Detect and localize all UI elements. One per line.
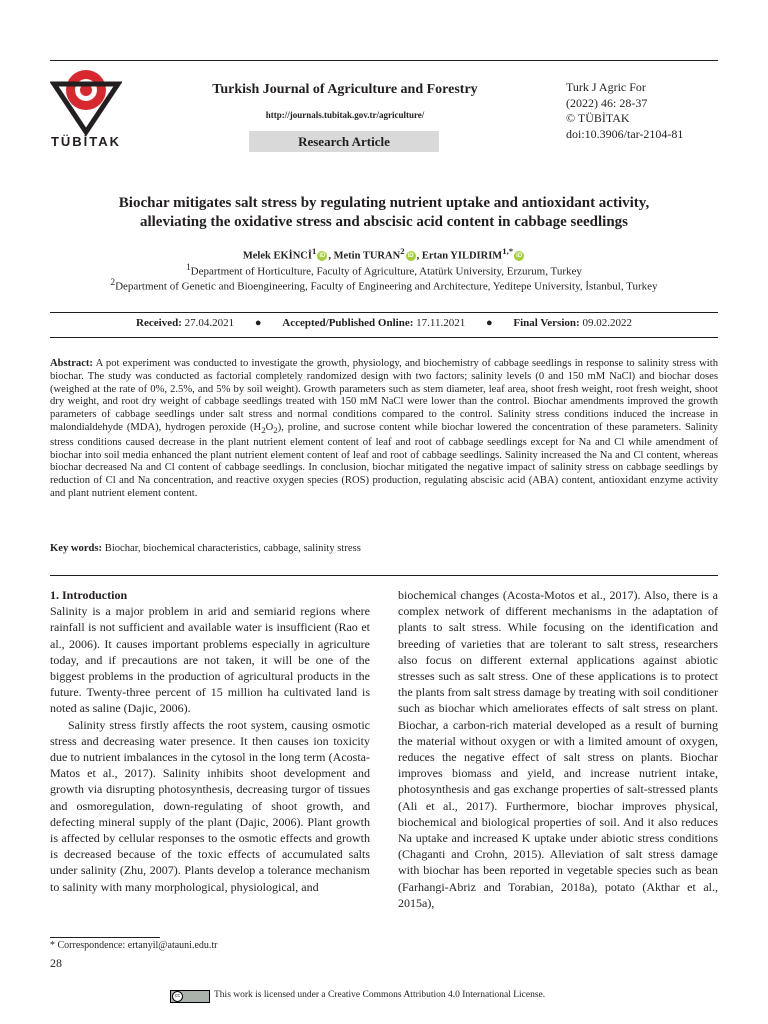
abstract-text: A pot experiment was conducted to investigate the growth, physiology, and biochemistry of cabbage seedlings in response to salinity stress with biochar. The study was conducted as factorial completely randomized design with two factors; salinity levels (0 and 150 mM NaCl) and biochar doses (weighed at the rate of 0%, 2.5%, and 5% by soil weight). Growth parameters such as stem diameter, leaf area, shoot fresh weight, root fresh weight, shoot dry weight, and root dry weight of cabbage seedlings treated with 150 mM NaCl were lower than the control. Biochar amendments improved the growth parameters of cabbage seedlings under salt stress and normal conditions compared to the control. Salinity stress conditions induced the increase in malondialdehyde (MDA), hydrogen peroxide (H	[50, 358, 718, 433]
author-name: Melek EKİNCİ	[242, 250, 312, 262]
bullet-separator: ●	[254, 317, 262, 329]
journal-title: Turkish Journal of Agriculture and Forestry	[212, 82, 478, 97]
section-heading: 1. Introduction	[50, 588, 128, 602]
accepted-date: 17.11.2021	[416, 317, 466, 329]
author-affil-sup: 2	[400, 246, 405, 256]
header-rule	[50, 60, 718, 61]
orcid-icon[interactable]: iD	[516, 253, 523, 260]
paper-title	[56, 194, 712, 232]
paper-title-line: Biochar mitigates salt stress by regulating nutrient uptake and antioxidant activity,	[118, 195, 650, 211]
article-type-badge: Research Article	[249, 131, 439, 152]
body-paragraph: Salinity is a major problem in arid and semiarid regions where rainfall is not sufficient and available water is insufficient (Rao et al., 2006). It causes important problems especially in agriculture today, and if precautions are not taken, it will be one of the biggest problems in the production of agricultural products in the future. Twenty-three percent of 15 million ha cultivated land is noted as saline (Dajic, 2006).	[50, 604, 370, 716]
keywords	[50, 543, 718, 554]
meta-doi[interactable]: doi:10.3906/tar-2104-81	[566, 126, 684, 141]
author-name: Ertan YILDIRIM	[421, 250, 503, 262]
keywords-text: Biochar, biochemical characteristics, cabbage, salinity stress	[104, 543, 361, 554]
subscript: 2	[261, 425, 266, 436]
affiliation-sup: 1	[186, 262, 191, 272]
author-affil-sup: 1,*	[502, 246, 514, 256]
subscript: 2	[273, 425, 278, 436]
cc-license-icon[interactable]	[170, 990, 210, 1003]
abstract	[50, 358, 718, 501]
affiliation-text: Department of Genetic and Bioengineering, Faculty of Engineering and Architecture, Yeditepe University, İstanbul, Turkey	[115, 280, 658, 293]
body-column-right	[398, 587, 718, 911]
author-affil-sup: 1	[311, 246, 317, 256]
final-version-label: Final Version:	[513, 317, 580, 329]
received-label: Received:	[136, 317, 182, 329]
orcid-icon[interactable]: iD	[407, 253, 414, 260]
dates-bar	[50, 312, 718, 338]
abstract-text: ), proline, and sucrose content while biochar lowered the concentration of these parameters. Salinity stress conditions caused decrease in the plant nutrient element content of leaf and root of cabbage seedlings except for Na and Cl while amendment of biochar into soil media enhanced the plant nutrient element content of leaf and root of cabbage seedlings. Salinity increased the Na and Cl content, whereas biochar decreased Na and Cl content of cabbage seedlings. In conclusion, biochar mitigated the negative impact of salinity stress on cabbage seedlings by reduction of Cl and Na concentration, and reactive oxygen species (ROS) production, regulating abscisic acid (ABA) content, antioxidant enzyme activity and plant nutrient element content.	[50, 421, 718, 500]
body-column-left	[50, 587, 370, 895]
author-list: Melek EKİNCİ$^1$iD , Metin TURAN$^2$iD , Ertan $YILDIRIM^{1,*}iD$	[242, 246, 523, 262]
section-rule	[50, 575, 718, 576]
affiliation	[40, 277, 728, 293]
affiliation	[40, 262, 728, 278]
meta-volume: (2022) 46: 28-37	[566, 95, 648, 110]
received-date: 27.04.2021	[184, 317, 235, 329]
correspondence-footnote: * Correspondence: ertanyil@atauni.edu.tr	[50, 940, 218, 951]
meta-journal-abbrev: Turk J Agric For	[566, 80, 646, 94]
affiliation-sup: 2	[110, 277, 116, 287]
abstract-text: O	[265, 421, 274, 433]
page-number: 28	[50, 956, 62, 970]
license-line	[170, 990, 630, 1002]
logo-text: TÜBİTAK	[50, 134, 122, 149]
license-text: This work is licensed under a Creative Commons Attribution 4.0 International License.	[214, 990, 546, 1000]
abstract-label: Abstract:	[50, 358, 93, 369]
dates-line	[50, 317, 718, 329]
final-version-date: 09.02.2022	[582, 317, 632, 329]
paper-title-line: alleviating the oxidative stress and abscisic acid content in cabbage seedlings	[139, 214, 629, 230]
body-paragraph: biochemical changes (Acosta-Motos et al., 2017). Also, there is a complex network of different mechanisms in the adaptation of plants to salt stress. While focusing on the identification and breeding of varieties that are tolerant to salt stress, researchers also focus on different external applications against abiotic stresses such as salt stress. One of these applications is to protect the plants from salt stress damage by treating with soil conditioner such as biochar which ameliorates effects of salt stress on plant. Biochar, a carbon-rich material developed as a result of burning the material without oxygen or with a limited amount of oxygen, reduces the negative effect of salt stress on plants. Biochar improves biomass and yield, and increase nutrient intake, photosynthesis and gas exchange properties of salt-stressed plants (Ali et al., 2017). Furthermore, biochar improves physical, biochemical and biological properties of soil. And it also reduces Na uptake and increased K uptake under abiotic stress conditions (Chaganti and Crohn, 2015). Alleviation of salt stress damage with biochar has been reported in vegetable species such as bean (Farhangi-Abriz and Torabian, 2018a), potato (Akthar et al., 2015a),	[398, 588, 718, 910]
footnote-rule	[50, 937, 160, 938]
citation-meta	[566, 80, 726, 142]
body-paragraph: Salinity stress firstly affects the root system, causing osmotic stress and decreasing water presence. It then causes ion toxicity due to nutrient imbalances in the cytosol in the long term (Acosta-Matos et al., 2017). Salinity inhibits shoot development and growth via disrupting photosynthesis, decreasing turgor of tissues and osmoregulation, down-regulating of shoot growth, and defecting mineral supply of the plant (Dajic, 2006). Plant growth is affected by cellular responses to the osmotic effects and growth is decreased because of the toxic effects of accumulated salts under salinity (Zhu, 2007). Plants develop a tolerance mechanism to salinity with many morphological, physiological, and	[50, 717, 370, 894]
journal-url-link[interactable]: http://journals.tubitak.gov.tr/agriculture/	[265, 110, 425, 120]
meta-copyright: © TÜBİTAK	[566, 111, 630, 125]
author-name: Metin TURAN	[333, 250, 401, 262]
accepted-label: Accepted/Published Online:	[282, 317, 414, 329]
bullet-separator: ●	[485, 317, 493, 329]
keywords-label: Key words:	[50, 543, 103, 554]
orcid-icon[interactable]: iD	[319, 253, 326, 260]
affiliation-text: Department of Horticulture, Faculty of Agriculture, Atatürk University, Erzurum, Turkey	[190, 265, 582, 278]
cc-icon: cc	[172, 991, 183, 1002]
